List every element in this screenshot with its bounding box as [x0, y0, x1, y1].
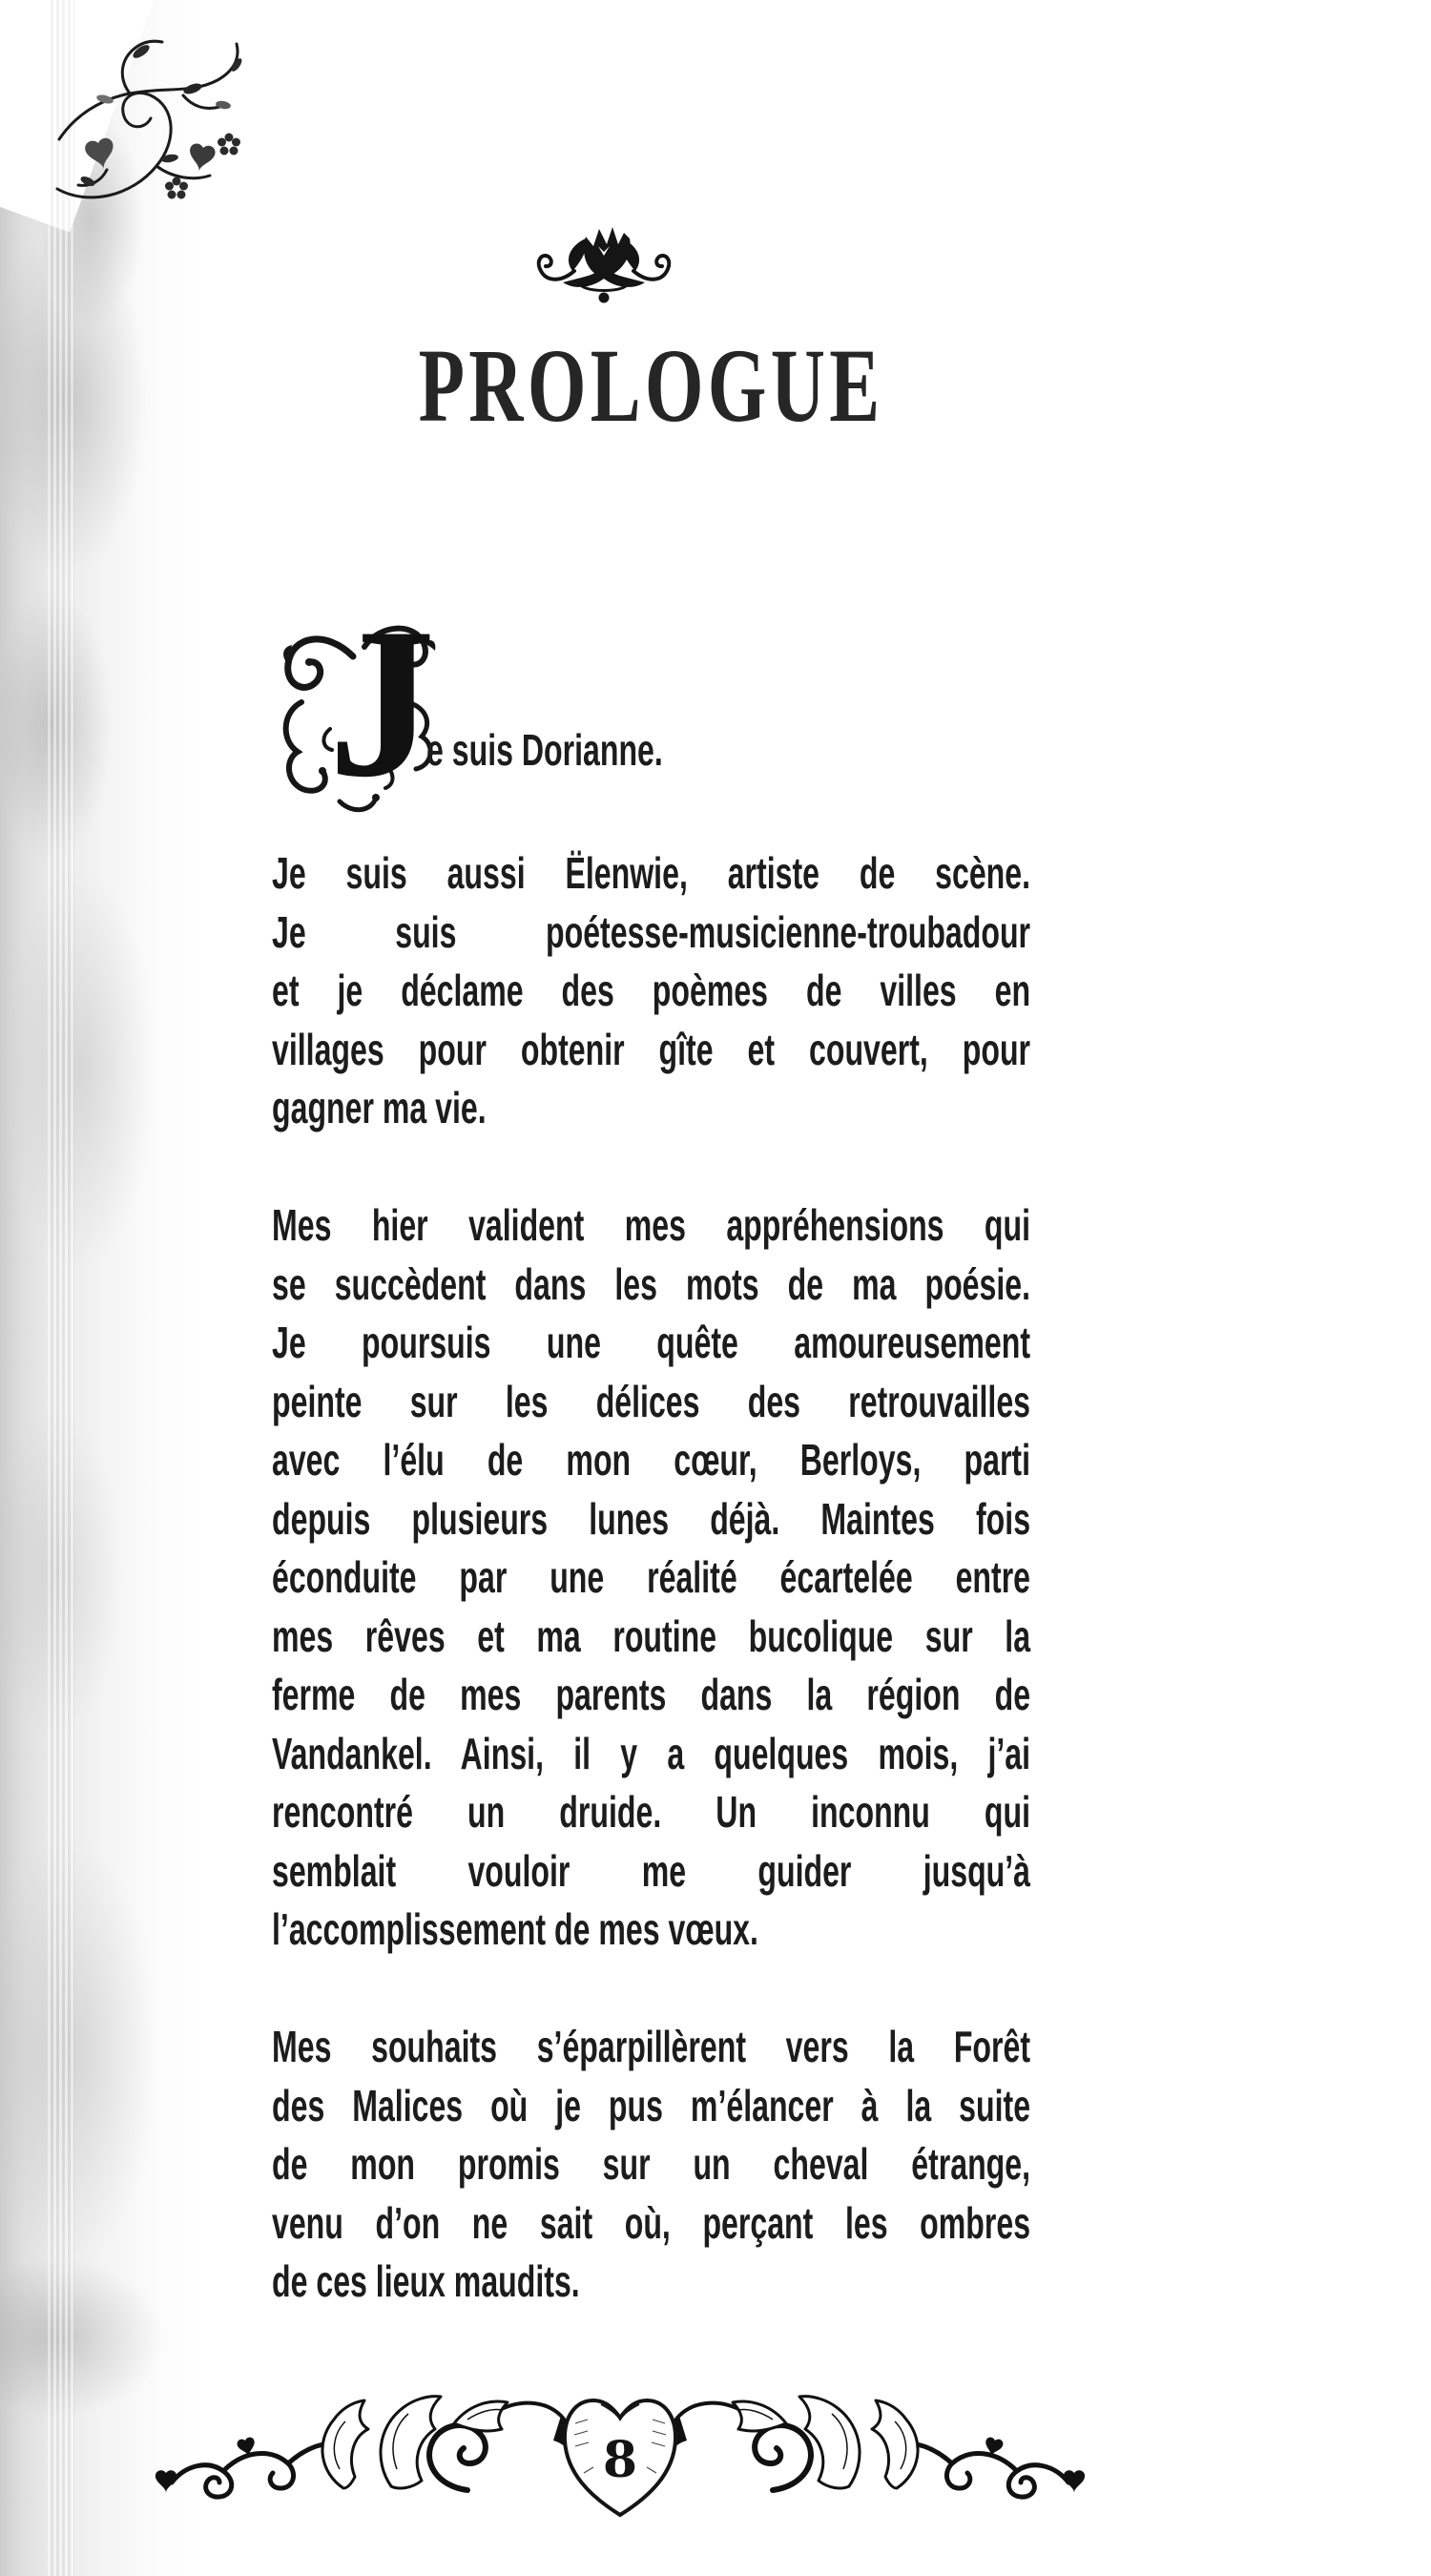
- chapter-title: PROLOGUE: [418, 327, 884, 444]
- text-line: de mon promis sur un cheval étrange,: [272, 2139, 1031, 2189]
- opening-line: e suis Dorianne.: [426, 725, 663, 775]
- vine-leaves: [79, 43, 243, 188]
- text-line: Mes souhaits s’éparpillèrent vers la Forêt: [272, 2022, 1031, 2071]
- paragraph: [272, 1196, 1030, 1960]
- scanned-page-edge-texture: [0, 0, 219, 2576]
- lotus-flower-ornament-icon: [532, 221, 675, 305]
- text-line: villages pour obtenir gîte et couvert, pour: [272, 1024, 1031, 1074]
- page-number: 8: [602, 2431, 638, 2489]
- text-line: semblait vouloir me guider jusqu’à: [272, 1845, 1031, 1896]
- footer-engraved-flourish-icon: [153, 2381, 1088, 2526]
- corner-floral-vine-icon: [50, 36, 255, 227]
- text-line: l’accomplissement de mes vœux.: [272, 1904, 758, 1954]
- drop-cap-letter: J: [328, 614, 436, 821]
- text-line: venu d’on ne sait où, perçant les ombres: [272, 2197, 1031, 2248]
- text-line: Je poursuis une quête amoureusement: [272, 1318, 1031, 1367]
- text-line: ferme de mes parents dans la région de: [272, 1670, 1031, 1719]
- text-line: éconduite par une réalité écartelée entre: [272, 1552, 1031, 1602]
- text-line: des Malices où je pus m’élancer à la suite: [272, 2080, 1031, 2130]
- text-line: Je suis poétesse-musicienne-troubadour: [272, 906, 1031, 957]
- page-number-shield: [565, 2400, 675, 2515]
- text-line: avec l’élu de mon cœur, Berloys, parti: [272, 1435, 1031, 1485]
- text-line: de ces lieux maudits.: [272, 2256, 580, 2306]
- text-line: peinte sur les délices des retrouvailles: [272, 1376, 1031, 1426]
- text-line: Mes hier valident mes appréhensions qui: [272, 1200, 1031, 1250]
- text-line: et je déclame des poèmes de villes en: [272, 966, 1031, 1015]
- body-text: [272, 844, 1030, 2312]
- text-line: mes rêves et ma routine bucolique sur la: [272, 1610, 1031, 1661]
- vine-flowers: [165, 134, 240, 199]
- text-line: depuis plusieurs lunes déjà. Maintes fois: [272, 1493, 1031, 1544]
- drop-cap-flourish-icon: [273, 614, 441, 821]
- paragraph: [272, 2018, 1030, 2312]
- text-line: gagner ma vie.: [272, 1083, 487, 1132]
- paragraph: [272, 844, 1030, 1138]
- text-line: se succèdent dans les mots de ma poésie.: [272, 1258, 1031, 1309]
- text-line: Je suis aussi Ëlenwie, artiste de scène.: [272, 848, 1031, 898]
- text-line: rencontré un druide. Un inconnu qui: [272, 1787, 1031, 1837]
- text-line: Vandankel. Ainsi, il y a quelques mois, j’ai: [272, 1728, 1031, 1778]
- vine-hearts: [84, 136, 217, 174]
